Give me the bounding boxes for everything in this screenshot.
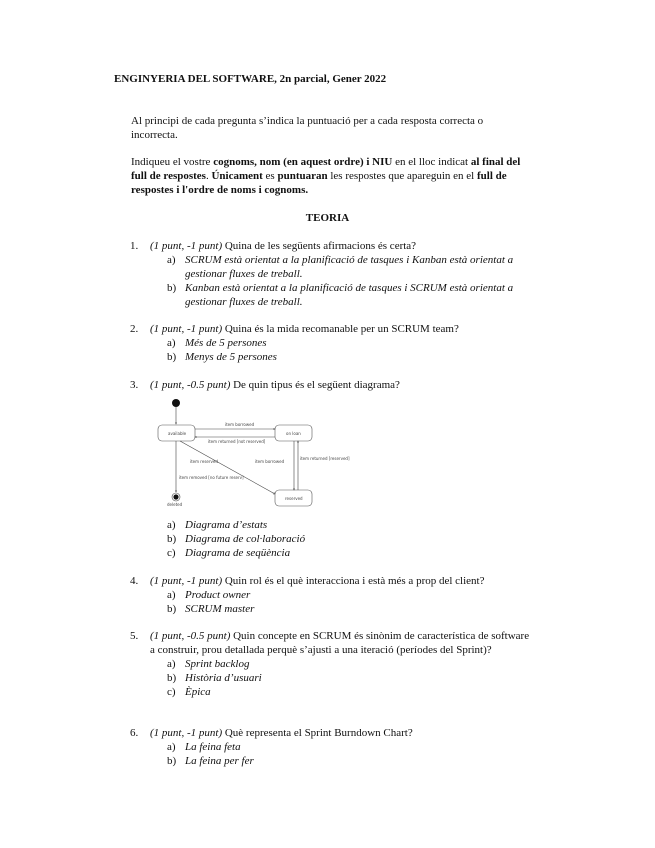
question-points: (1 punt, -1 punt) xyxy=(150,240,223,252)
intro-instructions: Indiqueu el vostre cognoms, nom (en aquest ordre) i NIU en el lloc indicat al final del full de respostes. Únicament es puntuaran les respostes que apareguin en el full de respostes i l'ordre de noms i cognoms. xyxy=(131,156,521,196)
answer-option: b) La feina per fer xyxy=(167,755,254,767)
question-number: 5. xyxy=(130,630,139,642)
intro-scoring-note: Al principi de cada pregunta s’indica la puntuació per a cada resposta correcta o incorrecta. xyxy=(131,115,484,141)
answer-option: a) Diagrama d’estats xyxy=(167,519,268,531)
question-number: 1. xyxy=(130,240,139,252)
label-item-returned-reserved: item returned [reserved] xyxy=(300,456,350,461)
label-deleted: deleted xyxy=(167,502,183,507)
label-available: available xyxy=(168,431,187,436)
question-number: 3. xyxy=(130,379,139,391)
answer-option: c) Èpica xyxy=(167,686,211,698)
answer-option: b) Kanban està orientat a la planificació de tasques i SCRUM està orientat a gestionar fluxes de treball. xyxy=(167,282,514,308)
question-points: (1 punt, -1 punt) xyxy=(150,323,223,335)
label-item-borrowed: item borrowed xyxy=(225,422,255,427)
question-text: Què representa el Sprint Burndown Chart? xyxy=(222,727,413,739)
question-number: 6. xyxy=(130,727,139,739)
question-text: Quin concepte en SCRUM és sinònim de característica de software a construir, prou detallada perquè s’ajusti a una iteració (períodes del Sprint)? xyxy=(150,630,530,656)
question-5 xyxy=(131,629,531,699)
label-item-removed: item removed [no future reserv] xyxy=(179,475,244,480)
answer-option: a) Sprint backlog xyxy=(167,658,250,670)
answer-option: b) SCRUM master xyxy=(167,603,255,615)
label-item-borrowed-2: item borrowed xyxy=(255,459,285,464)
label-item-reserved: item reserved xyxy=(190,459,218,464)
label-on-loan: on loan xyxy=(286,431,301,436)
answer-option: c) Diagrama de seqüència xyxy=(167,547,291,559)
document-title: ENGINYERIA DEL SOFTWARE, 2n parcial, Gener 2022 xyxy=(114,73,387,85)
initial-state-dot xyxy=(172,399,180,407)
question-1 xyxy=(131,239,531,309)
section-title: TEORIA xyxy=(305,212,350,224)
answer-option: b) Diagrama de col·laboració xyxy=(167,533,306,545)
answer-option: a) Product owner xyxy=(167,589,251,601)
state-diagram xyxy=(150,396,350,510)
question-points: (1 punt, -1 punt) xyxy=(150,575,223,587)
question-6 xyxy=(131,726,531,768)
question-3 xyxy=(131,378,531,392)
question-4 xyxy=(131,574,531,616)
question-text: De quin tipus és el següent diagrama? xyxy=(230,379,400,391)
answer-option: a) SCRUM està orientat a la planificació de tasques i Kanban està orientat a gestionar fluxes de treball. xyxy=(167,254,514,280)
question-points: (1 punt, -0.5 punt) xyxy=(150,379,231,391)
answer-option: a) Més de 5 persones xyxy=(167,337,267,349)
question-3-options xyxy=(131,518,531,560)
answer-option: b) Menys de 5 persones xyxy=(167,351,277,363)
answer-option: a) La feina feta xyxy=(167,741,241,753)
question-text: Quin rol és el què interacciona i està més a prop del client? xyxy=(222,575,485,587)
question-points: (1 punt, -0.5 punt) xyxy=(150,630,231,642)
question-2 xyxy=(131,322,531,364)
question-text: Quina és la mida recomanable per un SCRUM team? xyxy=(222,323,459,335)
question-number: 4. xyxy=(130,575,139,587)
question-number: 2. xyxy=(130,323,139,335)
label-item-returned: item returned [not reserved] xyxy=(208,439,266,444)
label-reserved: reserved xyxy=(285,496,303,501)
question-text: Quina de les següents afirmacions és certa? xyxy=(222,240,417,252)
answer-option: b) Història d’usuari xyxy=(167,672,262,684)
question-points: (1 punt, -1 punt) xyxy=(150,727,223,739)
